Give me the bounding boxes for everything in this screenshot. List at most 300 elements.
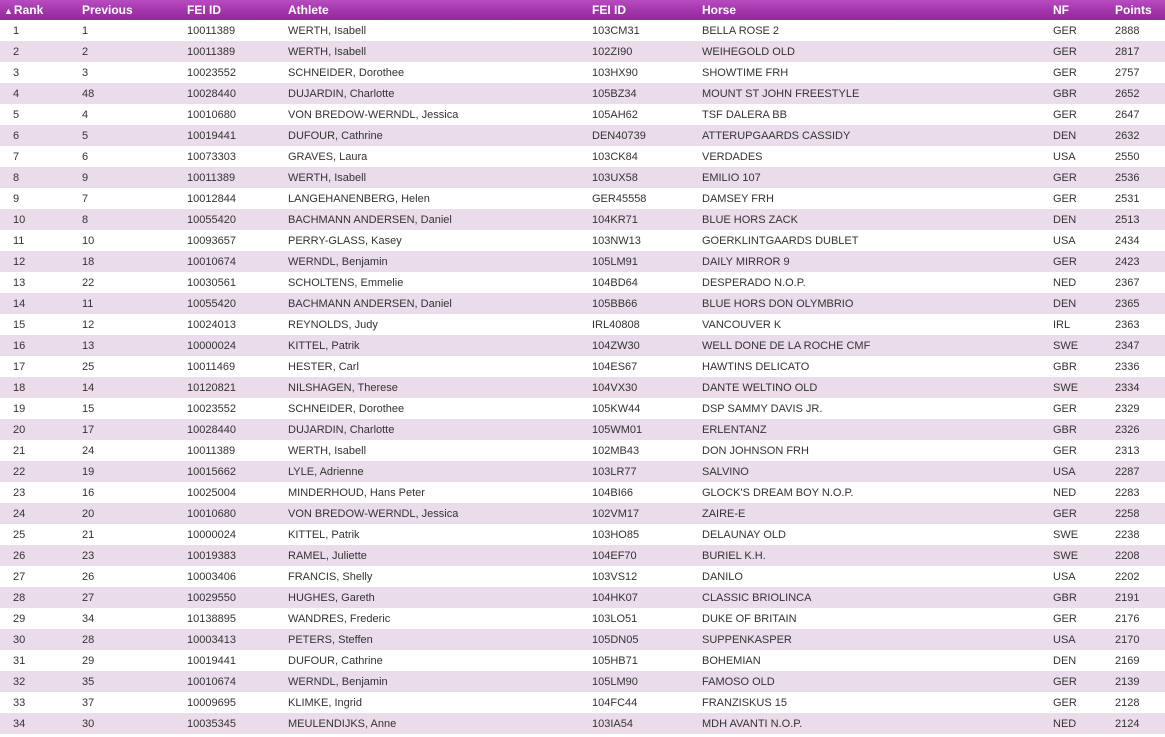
table-row[interactable] bbox=[0, 272, 1165, 293]
points-cell: 2632 bbox=[1115, 129, 1140, 142]
column-header-athlete[interactable]: Athlete bbox=[288, 3, 329, 17]
athlete-name-cell: VON BREDOW-WERNDL, Jessica bbox=[288, 507, 459, 520]
athlete-name-cell: DUFOUR, Cathrine bbox=[288, 654, 383, 667]
athlete-name-cell: KITTEL, Patrik bbox=[288, 528, 360, 541]
table-row[interactable] bbox=[0, 461, 1165, 482]
previous-rank-cell: 37 bbox=[82, 696, 95, 709]
rank-cell: 26 bbox=[13, 549, 26, 562]
table-row[interactable] bbox=[0, 692, 1165, 713]
previous-rank-cell: 35 bbox=[82, 675, 95, 688]
points-cell: 2329 bbox=[1115, 402, 1140, 415]
previous-rank-cell: 29 bbox=[82, 654, 95, 667]
table-row[interactable] bbox=[0, 125, 1165, 146]
previous-rank-cell: 20 bbox=[82, 507, 95, 520]
horse-name-cell: FRANZISKUS 15 bbox=[702, 696, 787, 709]
horse-name-cell: MDH AVANTI N.O.P. bbox=[702, 717, 803, 730]
horse-name-cell: BURIEL K.H. bbox=[702, 549, 766, 562]
rank-cell: 30 bbox=[13, 633, 26, 646]
athlete-fei-id-cell: 10010680 bbox=[187, 108, 236, 121]
column-header-points[interactable]: Points bbox=[1115, 3, 1152, 17]
athlete-name-cell: NILSHAGEN, Therese bbox=[288, 381, 398, 394]
athlete-fei-id-cell: 10010680 bbox=[187, 507, 236, 520]
horse-name-cell: EMILIO 107 bbox=[702, 171, 761, 184]
previous-rank-cell: 8 bbox=[82, 213, 89, 226]
column-header-fei-id[interactable]: FEI ID bbox=[187, 3, 222, 17]
previous-rank-cell: 48 bbox=[82, 87, 95, 100]
athlete-fei-id-cell: 10019441 bbox=[187, 129, 236, 142]
horse-fei-id-cell: 105LM91 bbox=[592, 255, 638, 268]
column-header-rank-label: Rank bbox=[13, 3, 44, 17]
horse-fei-id-cell: 103CK84 bbox=[592, 150, 638, 163]
horse-fei-id-cell: 105DN05 bbox=[592, 633, 639, 646]
table-row[interactable] bbox=[0, 83, 1165, 104]
horse-name-cell: BLUE HORS ZACK bbox=[702, 213, 798, 226]
horse-fei-id-cell: 103IA54 bbox=[592, 717, 633, 730]
previous-rank-cell: 27 bbox=[82, 591, 95, 604]
points-cell: 2513 bbox=[1115, 213, 1140, 226]
column-header-nf[interactable]: NF bbox=[1053, 3, 1069, 17]
previous-rank-cell: 21 bbox=[82, 528, 95, 541]
points-cell: 2238 bbox=[1115, 528, 1140, 541]
horse-fei-id-cell: 104ZW30 bbox=[592, 339, 640, 352]
horse-fei-id-cell: 103LR77 bbox=[592, 465, 637, 478]
rank-cell: 14 bbox=[13, 297, 26, 310]
table-row[interactable] bbox=[0, 398, 1165, 419]
column-header-rank[interactable] bbox=[0, 0, 82, 20]
nation-cell: GER bbox=[1053, 66, 1077, 79]
nation-cell: GER bbox=[1053, 24, 1077, 37]
athlete-name-cell: WERNDL, Benjamin bbox=[288, 675, 388, 688]
previous-rank-cell: 9 bbox=[82, 171, 89, 184]
table-row[interactable] bbox=[0, 188, 1165, 209]
nation-cell: SWE bbox=[1053, 549, 1079, 562]
points-cell: 2336 bbox=[1115, 360, 1140, 373]
athlete-name-cell: HESTER, Carl bbox=[288, 360, 359, 373]
rank-cell: 21 bbox=[13, 444, 26, 457]
horse-fei-id-cell: 103LO51 bbox=[592, 612, 638, 625]
horse-name-cell: VANCOUVER K bbox=[702, 318, 782, 331]
table-row[interactable] bbox=[0, 587, 1165, 608]
horse-fei-id-cell: 104EF70 bbox=[592, 549, 637, 562]
horse-fei-id-cell: 105KW44 bbox=[592, 402, 641, 415]
table-row[interactable] bbox=[0, 566, 1165, 587]
athlete-name-cell: BACHMANN ANDERSEN, Daniel bbox=[288, 297, 452, 310]
athlete-fei-id-cell: 10019383 bbox=[187, 549, 236, 562]
horse-fei-id-cell: 104BD64 bbox=[592, 276, 638, 289]
horse-name-cell: WEIHEGOLD OLD bbox=[702, 45, 795, 58]
horse-name-cell: BOHEMIAN bbox=[702, 654, 761, 667]
table-row[interactable] bbox=[0, 545, 1165, 566]
points-cell: 2287 bbox=[1115, 465, 1140, 478]
horse-name-cell: FAMOSO OLD bbox=[702, 675, 775, 688]
horse-name-cell: ERLENTANZ bbox=[702, 423, 767, 436]
athlete-fei-id-cell: 10019441 bbox=[187, 654, 236, 667]
rank-cell: 11 bbox=[13, 234, 25, 247]
rank-cell: 20 bbox=[13, 423, 26, 436]
points-cell: 2347 bbox=[1115, 339, 1140, 352]
athlete-fei-id-cell: 10011389 bbox=[187, 171, 236, 184]
athlete-name-cell: PETERS, Steffen bbox=[288, 633, 373, 646]
athlete-name-cell: WERNDL, Benjamin bbox=[288, 255, 388, 268]
athlete-name-cell: SCHNEIDER, Dorothee bbox=[288, 402, 405, 415]
athlete-fei-id-cell: 10120821 bbox=[187, 381, 236, 394]
athlete-fei-id-cell: 10010674 bbox=[187, 675, 236, 688]
points-cell: 2191 bbox=[1115, 591, 1140, 604]
athlete-fei-id-cell: 10028440 bbox=[187, 87, 236, 100]
previous-rank-cell: 11 bbox=[82, 297, 94, 310]
column-header-horse[interactable]: Horse bbox=[702, 3, 737, 17]
nation-cell: GBR bbox=[1053, 360, 1077, 373]
nation-cell: GER bbox=[1053, 402, 1077, 415]
athlete-fei-id-cell: 10138895 bbox=[187, 612, 236, 625]
previous-rank-cell: 19 bbox=[82, 465, 95, 478]
nation-cell: GER bbox=[1053, 696, 1077, 709]
horse-name-cell: ATTERUPGAARDS CASSIDY bbox=[702, 129, 851, 142]
horse-fei-id-cell: 103HO85 bbox=[592, 528, 640, 541]
horse-name-cell: SUPPENKASPER bbox=[702, 633, 792, 646]
horse-name-cell: MOUNT ST JOHN FREESTYLE bbox=[702, 87, 860, 100]
rank-cell: 31 bbox=[13, 654, 26, 667]
nation-cell: GER bbox=[1053, 192, 1077, 205]
previous-rank-cell: 3 bbox=[82, 66, 89, 79]
athlete-fei-id-cell: 10003406 bbox=[187, 570, 236, 583]
column-header-horse-fei-id[interactable]: FEI ID bbox=[592, 3, 627, 17]
nation-cell: USA bbox=[1053, 633, 1076, 646]
athlete-fei-id-cell: 10010674 bbox=[187, 255, 236, 268]
rank-cell: 12 bbox=[13, 255, 26, 268]
rank-cell: 33 bbox=[13, 696, 26, 709]
athlete-name-cell: PERRY-GLASS, Kasey bbox=[288, 234, 402, 247]
points-cell: 2652 bbox=[1115, 87, 1140, 100]
horse-fei-id-cell: 105AH62 bbox=[592, 108, 638, 121]
points-cell: 2169 bbox=[1115, 654, 1140, 667]
previous-rank-cell: 13 bbox=[82, 339, 95, 352]
athlete-fei-id-cell: 10023552 bbox=[187, 66, 236, 79]
previous-rank-cell: 12 bbox=[82, 318, 95, 331]
horse-name-cell: DON JOHNSON FRH bbox=[702, 444, 809, 457]
sort-ascending-icon: ▲ bbox=[4, 6, 13, 16]
nation-cell: SWE bbox=[1053, 528, 1079, 541]
table-row[interactable] bbox=[0, 251, 1165, 272]
points-cell: 2550 bbox=[1115, 150, 1140, 163]
table-row[interactable] bbox=[0, 524, 1165, 545]
points-cell: 2817 bbox=[1115, 45, 1140, 58]
athlete-fei-id-cell: 10093657 bbox=[187, 234, 236, 247]
rank-cell: 18 bbox=[13, 381, 26, 394]
previous-rank-cell: 15 bbox=[82, 402, 95, 415]
horse-fei-id-cell: 104ES67 bbox=[592, 360, 638, 373]
table-row[interactable] bbox=[0, 209, 1165, 230]
table-row[interactable] bbox=[0, 440, 1165, 461]
rank-cell: 32 bbox=[13, 675, 26, 688]
horse-name-cell: DAILY MIRROR 9 bbox=[702, 255, 790, 268]
table-row[interactable] bbox=[0, 335, 1165, 356]
athlete-name-cell: SCHNEIDER, Dorothee bbox=[288, 66, 405, 79]
table-row[interactable] bbox=[0, 293, 1165, 314]
table-body bbox=[0, 20, 1165, 734]
horse-fei-id-cell: 105BB66 bbox=[592, 297, 638, 310]
athlete-fei-id-cell: 10024013 bbox=[187, 318, 236, 331]
table-row[interactable] bbox=[0, 167, 1165, 188]
table-row[interactable] bbox=[0, 230, 1165, 251]
previous-rank-cell: 24 bbox=[82, 444, 95, 457]
table-row[interactable] bbox=[0, 482, 1165, 503]
athlete-fei-id-cell: 10011469 bbox=[187, 360, 236, 373]
points-cell: 2647 bbox=[1115, 108, 1140, 121]
athlete-name-cell: SCHOLTENS, Emmelie bbox=[288, 276, 404, 289]
nation-cell: GBR bbox=[1053, 423, 1077, 436]
nation-cell: NED bbox=[1053, 486, 1077, 499]
rank-cell: 1 bbox=[13, 24, 20, 37]
athlete-fei-id-cell: 10028440 bbox=[187, 423, 236, 436]
table-row[interactable] bbox=[0, 713, 1165, 734]
nation-cell: DEN bbox=[1053, 129, 1077, 142]
rank-cell: 22 bbox=[13, 465, 26, 478]
horse-name-cell: CLASSIC BRIOLINCA bbox=[702, 591, 812, 604]
nation-cell: GER bbox=[1053, 45, 1077, 58]
previous-rank-cell: 34 bbox=[82, 612, 95, 625]
horse-fei-id-cell: GER45558 bbox=[592, 192, 647, 205]
horse-name-cell: GOERKLINTGAARDS DUBLET bbox=[702, 234, 859, 247]
athlete-name-cell: WANDRES, Frederic bbox=[288, 612, 391, 625]
points-cell: 2363 bbox=[1115, 318, 1140, 331]
table-row[interactable] bbox=[0, 41, 1165, 62]
athlete-name-cell: LYLE, Adrienne bbox=[288, 465, 364, 478]
rank-cell: 15 bbox=[13, 318, 26, 331]
points-cell: 2176 bbox=[1115, 612, 1140, 625]
rank-cell: 8 bbox=[13, 171, 20, 184]
rank-cell: 2 bbox=[13, 45, 20, 58]
athlete-fei-id-cell: 10011389 bbox=[187, 444, 236, 457]
previous-rank-cell: 10 bbox=[82, 234, 95, 247]
athlete-fei-id-cell: 10030561 bbox=[187, 276, 236, 289]
points-cell: 2170 bbox=[1115, 633, 1140, 646]
horse-name-cell: DESPERADO N.O.P. bbox=[702, 276, 806, 289]
table-row[interactable] bbox=[0, 629, 1165, 650]
nation-cell: GER bbox=[1053, 108, 1077, 121]
nation-cell: SWE bbox=[1053, 381, 1079, 394]
athlete-fei-id-cell: 10055420 bbox=[187, 297, 236, 310]
horse-fei-id-cell: 104VX30 bbox=[592, 381, 638, 394]
athlete-fei-id-cell: 10000024 bbox=[187, 339, 236, 352]
nation-cell: IRL bbox=[1053, 318, 1071, 331]
nation-cell: GER bbox=[1053, 675, 1077, 688]
horse-fei-id-cell: 102MB43 bbox=[592, 444, 640, 457]
horse-fei-id-cell: 105BZ34 bbox=[592, 87, 637, 100]
table-row[interactable] bbox=[0, 20, 1165, 41]
athlete-name-cell: REYNOLDS, Judy bbox=[288, 318, 378, 331]
athlete-fei-id-cell: 10055420 bbox=[187, 213, 236, 226]
rank-cell: 27 bbox=[13, 570, 26, 583]
rank-cell: 19 bbox=[13, 402, 26, 415]
horse-name-cell: DANILO bbox=[702, 570, 743, 583]
points-cell: 2434 bbox=[1115, 234, 1140, 247]
horse-fei-id-cell: 105HB71 bbox=[592, 654, 638, 667]
points-cell: 2208 bbox=[1115, 549, 1140, 562]
athlete-name-cell: KITTEL, Patrik bbox=[288, 339, 360, 352]
athlete-name-cell: LANGEHANENBERG, Helen bbox=[288, 192, 430, 205]
previous-rank-cell: 26 bbox=[82, 570, 95, 583]
horse-fei-id-cell: 104FC44 bbox=[592, 696, 638, 709]
points-cell: 2326 bbox=[1115, 423, 1140, 436]
horse-name-cell: HAWTINS DELICATO bbox=[702, 360, 810, 373]
nation-cell: NED bbox=[1053, 276, 1077, 289]
horse-name-cell: TSF DALERA BB bbox=[702, 108, 787, 121]
table-row[interactable] bbox=[0, 503, 1165, 524]
rank-cell: 10 bbox=[13, 213, 26, 226]
previous-rank-cell: 17 bbox=[82, 423, 95, 436]
nation-cell: GER bbox=[1053, 507, 1077, 520]
horse-fei-id-cell: 102VM17 bbox=[592, 507, 640, 520]
horse-fei-id-cell: 103NW13 bbox=[592, 234, 641, 247]
points-cell: 2258 bbox=[1115, 507, 1140, 520]
previous-rank-cell: 2 bbox=[82, 45, 89, 58]
points-cell: 2423 bbox=[1115, 255, 1140, 268]
athlete-fei-id-cell: 10011389 bbox=[187, 45, 236, 58]
athlete-fei-id-cell: 10011389 bbox=[187, 24, 236, 37]
rank-cell: 7 bbox=[13, 150, 20, 163]
column-header-previous[interactable]: Previous bbox=[82, 3, 133, 17]
previous-rank-cell: 7 bbox=[82, 192, 89, 205]
horse-fei-id-cell: DEN40739 bbox=[592, 129, 646, 142]
athlete-name-cell: DUFOUR, Cathrine bbox=[288, 129, 383, 142]
rank-cell: 13 bbox=[13, 276, 26, 289]
rank-cell: 5 bbox=[13, 108, 20, 121]
nation-cell: DEN bbox=[1053, 213, 1077, 226]
athlete-fei-id-cell: 10000024 bbox=[187, 528, 236, 541]
table-row[interactable] bbox=[0, 104, 1165, 125]
horse-fei-id-cell: 105LM90 bbox=[592, 675, 638, 688]
athlete-name-cell: WERTH, Isabell bbox=[288, 444, 367, 457]
athlete-name-cell: RAMEL, Juliette bbox=[288, 549, 367, 562]
table-row[interactable] bbox=[0, 419, 1165, 440]
points-cell: 2536 bbox=[1115, 171, 1140, 184]
horse-fei-id-cell: 104HK07 bbox=[592, 591, 638, 604]
athlete-fei-id-cell: 10015662 bbox=[187, 465, 236, 478]
previous-rank-cell: 6 bbox=[82, 150, 89, 163]
table-row[interactable] bbox=[0, 62, 1165, 83]
athlete-name-cell: VON BREDOW-WERNDL, Jessica bbox=[288, 108, 459, 121]
athlete-fei-id-cell: 10012844 bbox=[187, 192, 236, 205]
previous-rank-cell: 16 bbox=[82, 486, 95, 499]
horse-fei-id-cell: 103HX90 bbox=[592, 66, 638, 79]
athlete-fei-id-cell: 10035345 bbox=[187, 717, 236, 730]
previous-rank-cell: 25 bbox=[82, 360, 95, 373]
rank-cell: 4 bbox=[13, 87, 20, 100]
previous-rank-cell: 4 bbox=[82, 108, 89, 121]
previous-rank-cell: 30 bbox=[82, 717, 95, 730]
rank-cell: 6 bbox=[13, 129, 20, 142]
horse-name-cell: ZAIRE-E bbox=[702, 507, 746, 520]
horse-fei-id-cell: 102ZI90 bbox=[592, 45, 633, 58]
previous-rank-cell: 22 bbox=[82, 276, 95, 289]
horse-fei-id-cell: 105WM01 bbox=[592, 423, 643, 436]
nation-cell: USA bbox=[1053, 150, 1076, 163]
athlete-fei-id-cell: 10023552 bbox=[187, 402, 236, 415]
table-row[interactable] bbox=[0, 608, 1165, 629]
points-cell: 2531 bbox=[1115, 192, 1140, 205]
table-row[interactable] bbox=[0, 650, 1165, 671]
nation-cell: GBR bbox=[1053, 87, 1077, 100]
table-row[interactable] bbox=[0, 377, 1165, 398]
points-cell: 2757 bbox=[1115, 66, 1140, 79]
rank-cell: 16 bbox=[13, 339, 26, 352]
horse-fei-id-cell: 103UX58 bbox=[592, 171, 638, 184]
athlete-fei-id-cell: 10025004 bbox=[187, 486, 236, 499]
athlete-name-cell: DUJARDIN, Charlotte bbox=[288, 87, 395, 100]
athlete-name-cell: BACHMANN ANDERSEN, Daniel bbox=[288, 213, 452, 226]
horse-name-cell: SALVINO bbox=[702, 465, 749, 478]
athlete-name-cell: WERTH, Isabell bbox=[288, 45, 367, 58]
nation-cell: NED bbox=[1053, 717, 1077, 730]
points-cell: 2367 bbox=[1115, 276, 1140, 289]
nation-cell: SWE bbox=[1053, 339, 1079, 352]
horse-name-cell: BLUE HORS DON OLYMBRIO bbox=[702, 297, 854, 310]
table-row[interactable] bbox=[0, 671, 1165, 692]
nation-cell: USA bbox=[1053, 234, 1076, 247]
athlete-name-cell: DUJARDIN, Charlotte bbox=[288, 423, 395, 436]
horse-name-cell: DAMSEY FRH bbox=[702, 192, 774, 205]
points-cell: 2334 bbox=[1115, 381, 1140, 394]
previous-rank-cell: 5 bbox=[82, 129, 89, 142]
rank-cell: 28 bbox=[13, 591, 26, 604]
nation-cell: DEN bbox=[1053, 654, 1077, 667]
nation-cell: GER bbox=[1053, 171, 1077, 184]
table-row[interactable] bbox=[0, 356, 1165, 377]
points-cell: 2283 bbox=[1115, 486, 1140, 499]
table-row[interactable] bbox=[0, 146, 1165, 167]
previous-rank-cell: 28 bbox=[82, 633, 95, 646]
athlete-fei-id-cell: 10029550 bbox=[187, 591, 236, 604]
horse-name-cell: DSP SAMMY DAVIS JR. bbox=[702, 402, 823, 415]
previous-rank-cell: 14 bbox=[82, 381, 95, 394]
nation-cell: USA bbox=[1053, 465, 1076, 478]
athlete-name-cell: MINDERHOUD, Hans Peter bbox=[288, 486, 425, 499]
athlete-name-cell: HUGHES, Gareth bbox=[288, 591, 375, 604]
points-cell: 2128 bbox=[1115, 696, 1140, 709]
horse-fei-id-cell: 104BI66 bbox=[592, 486, 633, 499]
rank-cell: 29 bbox=[13, 612, 26, 625]
points-cell: 2139 bbox=[1115, 675, 1140, 688]
horse-fei-id-cell: 104KR71 bbox=[592, 213, 638, 226]
nation-cell: DEN bbox=[1053, 297, 1077, 310]
horse-name-cell: BELLA ROSE 2 bbox=[702, 24, 780, 37]
rank-cell: 34 bbox=[13, 717, 26, 730]
athlete-name-cell: GRAVES, Laura bbox=[288, 150, 368, 163]
table-header-row bbox=[0, 0, 1165, 20]
athlete-fei-id-cell: 10073303 bbox=[187, 150, 236, 163]
rank-cell: 3 bbox=[13, 66, 20, 79]
points-cell: 2202 bbox=[1115, 570, 1140, 583]
nation-cell: GER bbox=[1053, 612, 1077, 625]
points-cell: 2313 bbox=[1115, 444, 1140, 457]
horse-name-cell: VERDADES bbox=[702, 150, 763, 163]
table-row[interactable] bbox=[0, 314, 1165, 335]
athlete-name-cell: WERTH, Isabell bbox=[288, 24, 367, 37]
horse-name-cell: DANTE WELTINO OLD bbox=[702, 381, 818, 394]
rank-cell: 25 bbox=[13, 528, 26, 541]
athlete-fei-id-cell: 10009695 bbox=[187, 696, 236, 709]
rank-cell: 24 bbox=[13, 507, 26, 520]
horse-name-cell: GLOCK'S DREAM BOY N.O.P. bbox=[702, 486, 854, 499]
rank-cell: 17 bbox=[13, 360, 26, 373]
athlete-name-cell: KLIMKE, Ingrid bbox=[288, 696, 362, 709]
nation-cell: GER bbox=[1053, 255, 1077, 268]
athlete-fei-id-cell: 10003413 bbox=[187, 633, 236, 646]
athlete-name-cell: MEULENDIJKS, Anne bbox=[288, 717, 397, 730]
previous-rank-cell: 23 bbox=[82, 549, 95, 562]
horse-name-cell: WELL DONE DE LA ROCHE CMF bbox=[702, 339, 871, 352]
